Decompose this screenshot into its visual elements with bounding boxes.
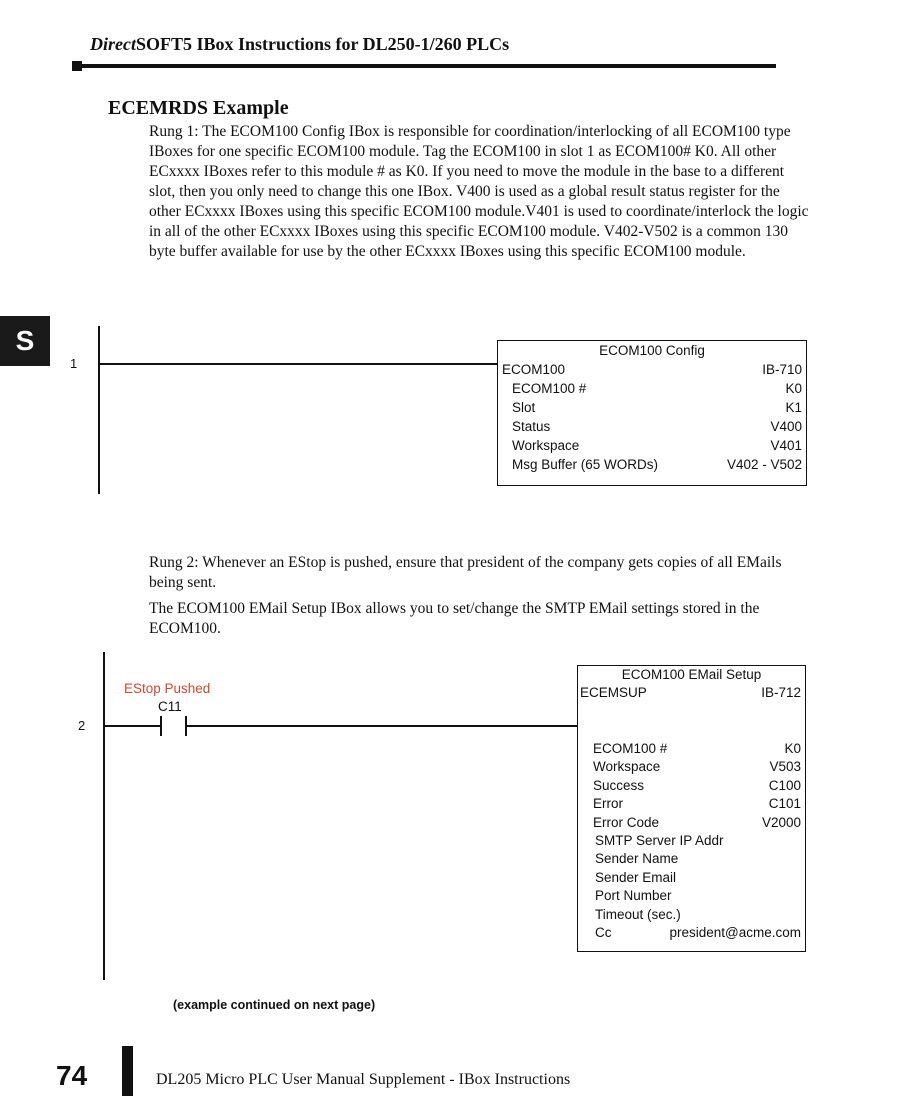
- param-value: V400: [770, 419, 802, 434]
- rung1-wire: [99, 363, 497, 365]
- ibox-param-row: [578, 795, 805, 813]
- ibox-param-row: [578, 832, 805, 850]
- param-label: Msg Buffer (65 WORDs): [512, 457, 659, 472]
- chapter-side-tab: S: [0, 316, 50, 366]
- rung2-left-power-rail: [103, 652, 105, 980]
- ibox-title: ECOM100 EMail Setup: [621, 667, 762, 682]
- param-value: K0: [785, 381, 802, 396]
- param-value: president@acme.com: [669, 924, 801, 940]
- ibox-param-row: [578, 777, 805, 795]
- param-label: Error Code: [593, 814, 660, 830]
- param-label: Workspace: [593, 759, 661, 775]
- email-setup-description: The ECOM100 EMail Setup IBox allows you to set/change the SMTP EMail settings stored in the ECOM100.: [149, 600, 760, 637]
- ibox-param-row: [578, 924, 805, 942]
- footer-bar: [122, 1046, 133, 1096]
- param-label: Slot: [512, 400, 536, 415]
- header-rule: [72, 64, 776, 68]
- ibox-param-row: [578, 814, 805, 832]
- ibox-param-row: [578, 850, 805, 868]
- section-title: ECEMRDS Example: [108, 97, 289, 119]
- continued-note: (example continued on next page): [173, 998, 376, 1012]
- ibox-id: IB-712: [761, 685, 801, 700]
- ecom100-email-setup-ibox[interactable]: [577, 665, 806, 952]
- ibox-param-row: [498, 436, 806, 455]
- header-rule-marker: [72, 61, 82, 71]
- param-label: Status: [512, 419, 551, 434]
- param-value: V503: [769, 759, 801, 775]
- param-value: V2000: [761, 814, 801, 830]
- ibox-header-row: [498, 360, 806, 379]
- param-value: C101: [768, 796, 801, 812]
- rung2-wire-right: [186, 725, 577, 727]
- param-label: ECOM100 #: [512, 381, 587, 396]
- ibox-param-row: [498, 379, 806, 398]
- param-label: Error: [593, 796, 623, 812]
- ibox-param-row: [578, 887, 805, 905]
- ibox-header-row: [578, 684, 805, 702]
- page-number: 74: [56, 1060, 88, 1091]
- param-value: C100: [768, 777, 801, 793]
- param-value: K0: [784, 741, 801, 756]
- ibox-param-row: [578, 906, 805, 924]
- no-contact-c11[interactable]: [160, 716, 187, 736]
- param-label: Timeout (sec.): [595, 906, 681, 922]
- rung2-wire-left: [104, 725, 160, 727]
- param-value: V401: [770, 438, 802, 453]
- contact-address: C11: [158, 699, 182, 714]
- ibox-param-row: [498, 398, 806, 417]
- rung1-number: 1: [70, 356, 78, 371]
- param-label: Cc: [595, 924, 612, 940]
- param-value: K1: [785, 400, 802, 415]
- ibox-param-row: [578, 740, 805, 758]
- rung2-description: Rung 2: Whenever an EStop is pushed, ensure that president of the company gets copies of all EMails being sent.: [149, 554, 782, 591]
- ibox-param-row: [498, 417, 806, 436]
- param-label: ECOM100 #: [593, 741, 668, 756]
- ibox-title: ECOM100 Config: [599, 343, 705, 358]
- ibox-param-row: [578, 869, 805, 887]
- param-label: Port Number: [595, 888, 672, 904]
- rung2-number: 2: [78, 718, 86, 733]
- page-header-title: [90, 34, 509, 55]
- param-value: V402 - V502: [726, 457, 802, 472]
- contact-nickname: EStop Pushed: [124, 681, 211, 696]
- header-brand: Direct: [90, 34, 136, 54]
- ibox-name: ECEMSUP: [580, 685, 647, 700]
- param-label: Sender Email: [595, 869, 677, 885]
- rung1-left-power-rail: [98, 326, 100, 494]
- ibox-param-row: [498, 455, 806, 474]
- param-label: Workspace: [512, 438, 580, 453]
- ibox-id: IB-710: [762, 362, 802, 377]
- header-title-text: SOFT5 IBox Instructions for DL250-1/260 PLCs: [135, 34, 510, 54]
- param-label: Success: [593, 777, 645, 793]
- param-label: SMTP Server IP Addr: [595, 832, 724, 848]
- ibox-param-row: [578, 758, 805, 776]
- ecom100-config-ibox[interactable]: [497, 340, 807, 486]
- footer-text: DL205 Micro PLC User Manual Supplement - IBox Instructions: [156, 1071, 571, 1088]
- ibox-name: ECOM100: [502, 362, 566, 377]
- param-label: Sender Name: [595, 851, 679, 867]
- rung1-description: Rung 1: The ECOM100 Config IBox is responsible for coordination/interlocking of all ECOM100 type IBoxes for one specific ECOM100 module. Tag the ECOM100 in slot 1 as ECOM100# K0. All other ECxxxx IBoxes refer to this module # as K0. If you need to move the module in the base to a different slot, then you only need to change this one IBox. V400 is used as a global result status register for the other ECxxxx IBoxes using this specific ECOM100 module.V401 is used to coordinate/interlock the logic in all of the other ECxxxx IBoxes using this specific ECOM100 module. V402-V502 is a common 130 byte buffer available for use by the other ECxxxx IBoxes using this specific ECOM100 module.: [149, 123, 809, 260]
